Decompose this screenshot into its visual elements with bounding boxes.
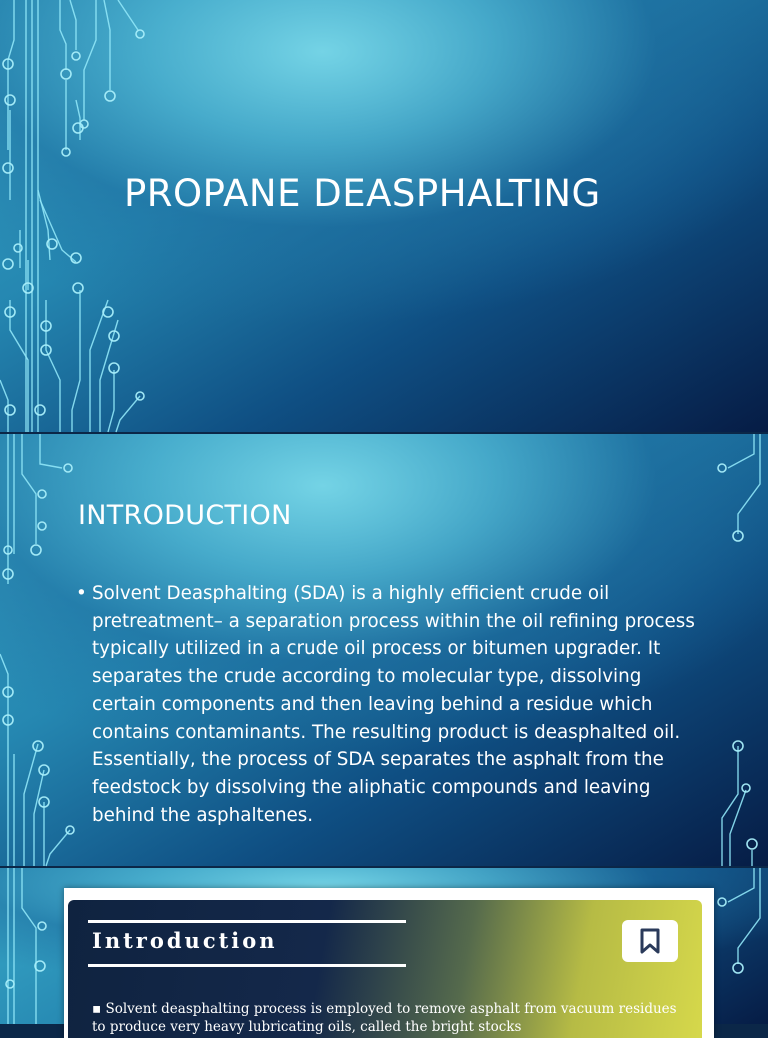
divider bbox=[88, 920, 406, 923]
title-slide bbox=[0, 0, 768, 432]
embedded-title: Introduction bbox=[92, 928, 278, 953]
bookmark-icon bbox=[622, 920, 678, 962]
circuit-decoration-left bbox=[0, 0, 160, 432]
circuit-decoration-left bbox=[0, 868, 60, 1024]
bullet-text: Solvent Deasphalting (SDA) is a highly efficient crude oil pretreatment– a separation process within the oil refining process typically utilized in a crude oil process or bitumen upgrader. It separates the crude according to molecular type, dissolving certain components and then leaving behind a residue which contains contaminants. The resulting product is deasphalted oil. Essentially, the process of SDA separates the asphalt from the feedstock by dissolving the aliphatic compounds and leaving behind the asphaltenes. bbox=[92, 583, 695, 826]
divider bbox=[88, 964, 406, 967]
circuit-decoration-right bbox=[708, 434, 768, 866]
embedded-text: ▪ Solvent deasphalting process is employed to remove asphalt from vacuum residues to produce very heavy lubricating oils, called the bright stocks bbox=[92, 1001, 677, 1035]
bullet-marker: • bbox=[76, 583, 87, 604]
introduction-slide bbox=[0, 434, 768, 866]
embedded-slide-background bbox=[68, 900, 702, 1038]
slide-title: INTRODUCTION bbox=[78, 500, 292, 531]
embedded-image-slide bbox=[0, 868, 768, 1035]
embedded-slide-image bbox=[64, 888, 714, 1038]
bullet-item bbox=[76, 580, 698, 829]
slide-title: PROPANE DEASPHALTING bbox=[124, 172, 601, 215]
circuit-decoration-right bbox=[708, 868, 768, 1024]
